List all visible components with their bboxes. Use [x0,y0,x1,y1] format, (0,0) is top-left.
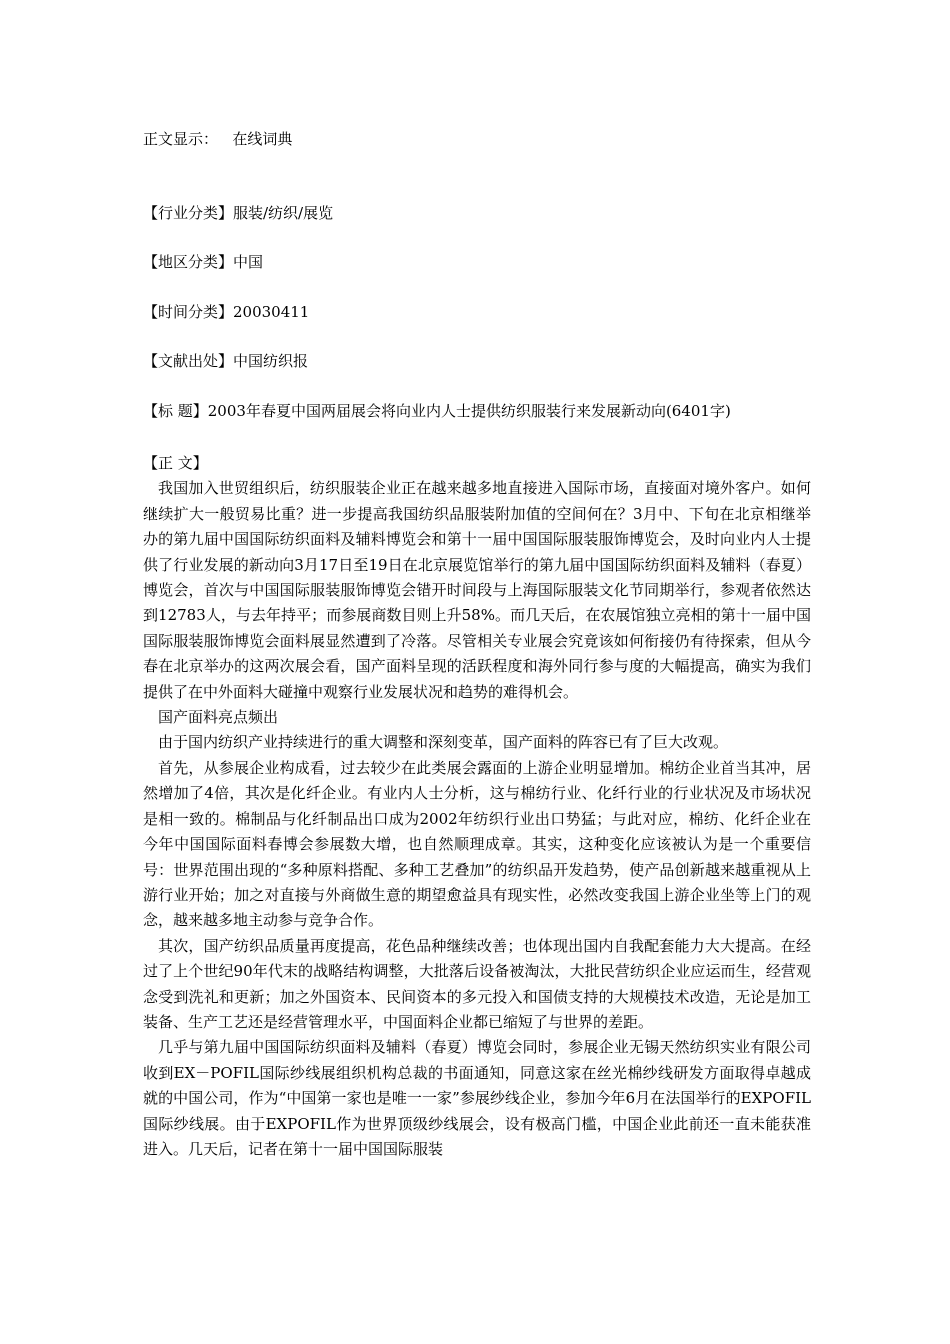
article-body [143,451,811,1162]
paragraph: 我国加入世贸组织后，纺织服装企业正在越来越多地直接进入国际市场，直接面对境外客户。如何继续扩大一般贸易比重？进一步提高我国纺织品服装附加值的空间何在？3月中、下旬在北京相继举办的第九届中国国际纺织面料及辅料博览会和第十一届中国国际服装服饰博览会，及时向业内人士提供了行业发展的新动向3月17日至19日在北京展览馆举行的第九届中国国际纺织面料及辅料（春夏）博览会，首次与中国国际服装服饰博览会错开时间段与上海国际服装文化节同期举行，参观者依然达到12783人，与去年持平；而参展商数目则上升58%。而几天后，在农展馆独立亮相的第十一届中国国际服装服饰博览会面料展显然遭到了冷落。尽管相关专业展会究竟该如何衔接仍有待探索，但从今春在北京举办的这两次展会看，国产面料呈现的活跃程度和海外同行参与度的大幅提高，确实为我们提供了在中外面料大碰撞中观察行业发展状况和趋势的难得机会。 [143,479,811,701]
paragraph: 几乎与第九届中国国际纺织面料及辅料（春夏）博览会同时，参展企业无锡天然纺织实业有限公司收到EX－POFIL国际纱线展组织机构总裁的书面通知，同意这家在丝光棉纱线研发方面取得卓越成就的中国公司，作为“中国第一家也是唯一一家”参展纱线企业，参加今年6月在法国举行的EXPOFIL国际纱线展。由于EXPOFIL作为世界顶级纱线展会，设有极高门槛，中国企业此前还一直未能获准进入。几天后，记者在第十一届中国国际服装 [143,1038,811,1158]
article-title: 【标 题】2003年春夏中国两届展会将向业内人士提供纺织服装行来发展新动向(6401字) [143,402,731,420]
online-dictionary-link[interactable]: 在线词典 [232,130,293,148]
time-category: 【时间分类】20030411 [143,303,310,321]
section-subheading: 国产面料亮点频出 [158,708,279,727]
display-mode-line [143,130,292,148]
paragraph: 其次，国产纺织品质量再度提高，花色品种继续改善；也体现出国内自我配套能力大大提高。在经过了上个世纪90年代末的战略结构调整，大批落后设备被淘汰，大批民营纺织企业应运而生，经营观念受到洗礼和更新；加之外国资本、民间资本的多元投入和国债支持的大规模技术改造，无论是加工装备、生产工艺还是经营管理水平，中国面料企业都已缩短了与世界的差距。 [143,936,811,1031]
industry-category: 【行业分类】服装/纺织/展览 [143,204,334,222]
paragraph: 首先，从参展企业构成看，过去较少在此类展会露面的上游企业明显增加。棉纺企业首当其冲，居然增加了4倍，其次是化纤企业。有业内人士分析，这与棉纺行业、化纤行业的行业状况及市场状况是相一致的。棉制品与化纤制品出口成为2002年纺织行业出口势猛；与此对应，棉纺、化纤企业在今年中国国际面料春博会参展数大增，也自然顺理成章。其实，这种变化应该被认为是一个重要信号：世界范围出现的“多种原料搭配、多种工艺叠加”的纺织品开发趋势，使产品创新越来越重视从上游行业开始；加之对直接与外商做生意的期望愈益具有现实性，必然改变我国上游企业坐等上门的观念，越来越多地主动参与竞争合作。 [143,758,811,930]
body-heading: 【正 文】 [143,454,208,472]
display-label: 正文显示： [143,130,219,148]
paragraph: 由于国内纺织产业持续进行的重大调整和深刻变革，国产面料的阵容已有了巨大改观。 [158,733,729,752]
region-category: 【地区分类】中国 [143,253,264,271]
source-publication: 【文献出处】中国纺织报 [143,352,309,370]
